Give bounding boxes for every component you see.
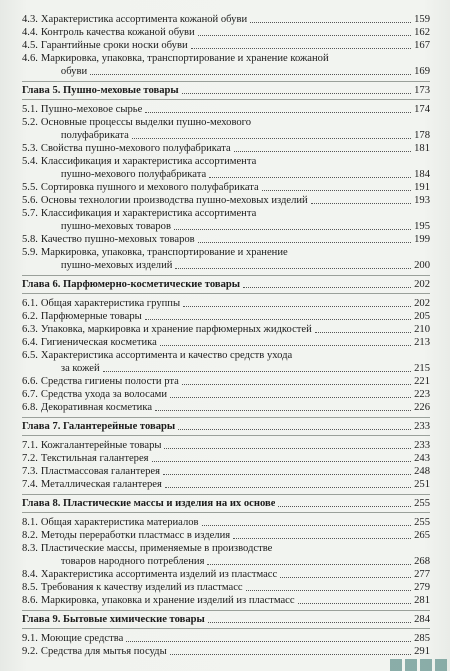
- page-number: 213: [414, 337, 430, 348]
- page-number: 223: [414, 389, 430, 400]
- section-title-continued: пушно-меховых изделий: [60, 260, 173, 271]
- dot-leader: [178, 429, 411, 430]
- section-title: Средства для мытья посуды: [40, 646, 167, 657]
- dot-leader: [155, 410, 411, 411]
- section-title: Контроль качества кожаной обуви: [40, 27, 195, 38]
- dot-leader: [183, 306, 411, 307]
- section-number: 4.3.: [22, 14, 38, 25]
- toc-entry: [22, 529, 430, 542]
- section-number: 6.2.: [22, 311, 38, 322]
- section-number: 6.3.: [22, 324, 38, 335]
- section-title: Маркировка, упаковка и хранение изделий из пластмасс: [40, 595, 295, 606]
- page-edge-decoration: [390, 659, 450, 671]
- section-number: 5.6.: [22, 195, 38, 206]
- dot-leader: [145, 112, 411, 113]
- section-title: Гарантийные сроки носки обуви: [40, 40, 188, 51]
- section-number: 5.3.: [22, 143, 38, 154]
- toc-entry: [22, 645, 430, 658]
- dot-leader: [298, 603, 412, 604]
- toc-entry: [22, 375, 430, 388]
- page-number: 195: [414, 221, 430, 232]
- toc-entry: [22, 39, 430, 52]
- section-number: 9.2.: [22, 646, 38, 657]
- dot-leader: [182, 93, 411, 94]
- dot-leader: [246, 590, 412, 591]
- dot-leader: [182, 384, 411, 385]
- section-title: Пластические массы, применяемые в производстве: [40, 543, 273, 554]
- section-number: 6.4.: [22, 337, 38, 348]
- toc-entry: [22, 26, 430, 39]
- toc-entry: [22, 116, 430, 142]
- section-title: Маркировка, упаковка, транспортирование и хранение: [40, 247, 288, 258]
- dot-leader: [126, 641, 411, 642]
- section-title: Пушно-меховое сырье: [40, 104, 143, 115]
- chapter-title: Глава 7. Галантерейные товары: [22, 421, 176, 432]
- page-number: 279: [414, 582, 430, 593]
- chapter-title: Глава 8. Пластические массы и изделия на их основе: [22, 498, 276, 509]
- section-number: 6.7.: [22, 389, 38, 400]
- toc-entry: [22, 336, 430, 349]
- toc-entry: [22, 388, 430, 401]
- section-title: Общая характеристика материалов: [40, 517, 199, 528]
- section-number: 8.6.: [22, 595, 38, 606]
- table-of-contents: [22, 13, 430, 658]
- page-number: 184: [414, 169, 430, 180]
- page-number: 277: [414, 569, 430, 580]
- dot-leader: [165, 487, 411, 488]
- section-title: Парфюмерные товары: [40, 311, 142, 322]
- section-title: Основные процессы выделки пушно-мехового: [40, 117, 252, 128]
- section-title: Характеристика ассортимента и качество средств ухода: [40, 350, 293, 361]
- section-number: 6.8.: [22, 402, 38, 413]
- section-number: 4.5.: [22, 40, 38, 51]
- section-title: Средства ухода за волосами: [40, 389, 168, 400]
- section-title: Маркировка, упаковка, транспортирование и хранение кожаной: [40, 53, 329, 64]
- dot-leader: [191, 48, 411, 49]
- section-title-continued: обуви: [60, 66, 88, 77]
- page-number: 226: [414, 402, 430, 413]
- section-number: 5.9.: [22, 247, 38, 258]
- toc-entry: [22, 349, 430, 375]
- toc-chapter-heading: [22, 81, 430, 100]
- toc-chapter-heading: [22, 494, 430, 513]
- page-number: 159: [414, 14, 430, 25]
- dot-leader: [278, 506, 411, 507]
- page-number: 248: [414, 466, 430, 477]
- dot-leader: [152, 461, 412, 462]
- section-number: 7.2.: [22, 453, 38, 464]
- page-number: 202: [414, 298, 430, 309]
- section-title: Основы технологии производства пушно-меховых изделий: [40, 195, 308, 206]
- section-number: 5.7.: [22, 208, 38, 219]
- toc-entry: [22, 246, 430, 272]
- section-title-continued: пушно-мехового полуфабриката: [60, 169, 207, 180]
- toc-entry: [22, 581, 430, 594]
- section-number: 5.4.: [22, 156, 38, 167]
- toc-entry: [22, 233, 430, 246]
- page-number: 202: [414, 279, 430, 290]
- section-number: 8.5.: [22, 582, 38, 593]
- section-number: 8.1.: [22, 517, 38, 528]
- dot-leader: [174, 229, 411, 230]
- section-number: 7.3.: [22, 466, 38, 477]
- page-number: 181: [414, 143, 430, 154]
- toc-entry: [22, 465, 430, 478]
- dot-leader: [164, 448, 411, 449]
- page-number: 268: [414, 556, 430, 567]
- page-number: 162: [414, 27, 430, 38]
- page-number: 251: [414, 479, 430, 490]
- section-title-continued: полуфабриката: [60, 130, 129, 141]
- section-title: Требования к качеству изделий из пластмасс: [40, 582, 243, 593]
- dot-leader: [234, 151, 411, 152]
- toc-entry: [22, 142, 430, 155]
- section-title: Металлическая галантерея: [40, 479, 162, 490]
- toc-entry: [22, 13, 430, 26]
- section-title: Свойства пушно-мехового полуфабриката: [40, 143, 231, 154]
- page-number: 255: [414, 498, 430, 509]
- dot-leader: [198, 242, 411, 243]
- dot-leader: [163, 474, 411, 475]
- page-number: 173: [414, 85, 430, 96]
- chapter-title: Глава 9. Бытовые химические товары: [22, 614, 205, 625]
- toc-entry: [22, 542, 430, 568]
- section-title: Кожгалантерейные товары: [40, 440, 162, 451]
- section-number: 6.1.: [22, 298, 38, 309]
- section-number: 8.4.: [22, 569, 38, 580]
- section-number: 6.5.: [22, 350, 38, 361]
- section-title-continued: за кожей: [60, 363, 100, 374]
- toc-entry: [22, 181, 430, 194]
- dot-leader: [311, 203, 411, 204]
- toc-entry: [22, 52, 430, 78]
- section-title: Характеристика ассортимента кожаной обуви: [40, 14, 248, 25]
- toc-entry: [22, 568, 430, 581]
- page-number: 255: [414, 517, 430, 528]
- toc-entry: [22, 155, 430, 181]
- dot-leader: [243, 287, 411, 288]
- dot-leader: [202, 525, 412, 526]
- chapter-title: Глава 6. Парфюмерно-косметические товары: [22, 279, 241, 290]
- section-title: Характеристика ассортимента изделий из пластмасс: [40, 569, 278, 580]
- section-number: 7.4.: [22, 479, 38, 490]
- page-number: 205: [414, 311, 430, 322]
- page-number: 210: [414, 324, 430, 335]
- toc-entry: [22, 401, 430, 414]
- dot-leader: [280, 577, 411, 578]
- page-number: 169: [414, 66, 430, 77]
- section-title: Средства гигиены полости рта: [40, 376, 179, 387]
- page-number: 233: [414, 440, 430, 451]
- section-title: Декоративная косметика: [40, 402, 153, 413]
- dot-leader: [103, 371, 411, 372]
- toc-entry: [22, 297, 430, 310]
- page-number: 221: [414, 376, 430, 387]
- toc-entry: [22, 478, 430, 491]
- dot-leader: [160, 345, 411, 346]
- section-title-continued: товаров народного потребления: [60, 556, 205, 567]
- toc-entry: [22, 632, 430, 645]
- page-number: 200: [414, 260, 430, 271]
- section-number: 9.1.: [22, 633, 38, 644]
- section-title: Упаковка, маркировка и хранение парфюмерных жидкостей: [40, 324, 312, 335]
- section-title: Текстильная галантерея: [40, 453, 149, 464]
- section-number: 8.2.: [22, 530, 38, 541]
- section-title: Методы переработки пластмасс в изделия: [40, 530, 231, 541]
- section-number: 8.3.: [22, 543, 38, 554]
- dot-leader: [315, 332, 411, 333]
- toc-entry: [22, 194, 430, 207]
- section-title: Классификация и характеристика ассортимента: [40, 208, 257, 219]
- page-number: 233: [414, 421, 430, 432]
- dot-leader: [90, 74, 411, 75]
- section-number: 4.6.: [22, 53, 38, 64]
- dot-leader: [233, 538, 411, 539]
- page-number: 191: [414, 182, 430, 193]
- section-number: 7.1.: [22, 440, 38, 451]
- section-title: Гигиеническая косметика: [40, 337, 157, 348]
- toc-entry: [22, 310, 430, 323]
- dot-leader: [170, 397, 411, 398]
- section-title: Качество пушно-меховых товаров: [40, 234, 195, 245]
- dot-leader: [145, 319, 411, 320]
- section-title: Общая характеристика группы: [40, 298, 181, 309]
- dot-leader: [170, 654, 411, 655]
- page-number: 215: [414, 363, 430, 374]
- section-number: 5.2.: [22, 117, 38, 128]
- page-number: 174: [414, 104, 430, 115]
- toc-entry: [22, 103, 430, 116]
- section-number: 5.5.: [22, 182, 38, 193]
- page-number: 243: [414, 453, 430, 464]
- dot-leader: [250, 22, 411, 23]
- dot-leader: [198, 35, 411, 36]
- section-number: 6.6.: [22, 376, 38, 387]
- toc-entry: [22, 594, 430, 607]
- page-number: 265: [414, 530, 430, 541]
- dot-leader: [209, 177, 411, 178]
- page-number: 284: [414, 614, 430, 625]
- toc-entry: [22, 516, 430, 529]
- section-title-continued: пушно-меховых товаров: [60, 221, 171, 232]
- page-number: 199: [414, 234, 430, 245]
- dot-leader: [132, 138, 411, 139]
- page-number: 285: [414, 633, 430, 644]
- page-number: 178: [414, 130, 430, 141]
- page-number: 291: [414, 646, 430, 657]
- page-number: 193: [414, 195, 430, 206]
- dot-leader: [207, 564, 411, 565]
- page-number: 281: [414, 595, 430, 606]
- chapter-title: Глава 5. Пушно-меховые товары: [22, 85, 179, 96]
- section-title: Классификация и характеристика ассортимента: [40, 156, 257, 167]
- section-number: 5.1.: [22, 104, 38, 115]
- toc-chapter-heading: [22, 610, 430, 629]
- toc-chapter-heading: [22, 417, 430, 436]
- toc-entry: [22, 207, 430, 233]
- dot-leader: [208, 622, 411, 623]
- page-number: 167: [414, 40, 430, 51]
- section-title: Моющие средства: [40, 633, 124, 644]
- toc-chapter-heading: [22, 275, 430, 294]
- dot-leader: [262, 190, 411, 191]
- toc-entry: [22, 323, 430, 336]
- dot-leader: [175, 268, 411, 269]
- toc-entry: [22, 439, 430, 452]
- toc-entry: [22, 452, 430, 465]
- section-title: Пластмассовая галантерея: [40, 466, 160, 477]
- section-number: 5.8.: [22, 234, 38, 245]
- section-title: Сортировка пушного и мехового полуфабриката: [40, 182, 259, 193]
- section-number: 4.4.: [22, 27, 38, 38]
